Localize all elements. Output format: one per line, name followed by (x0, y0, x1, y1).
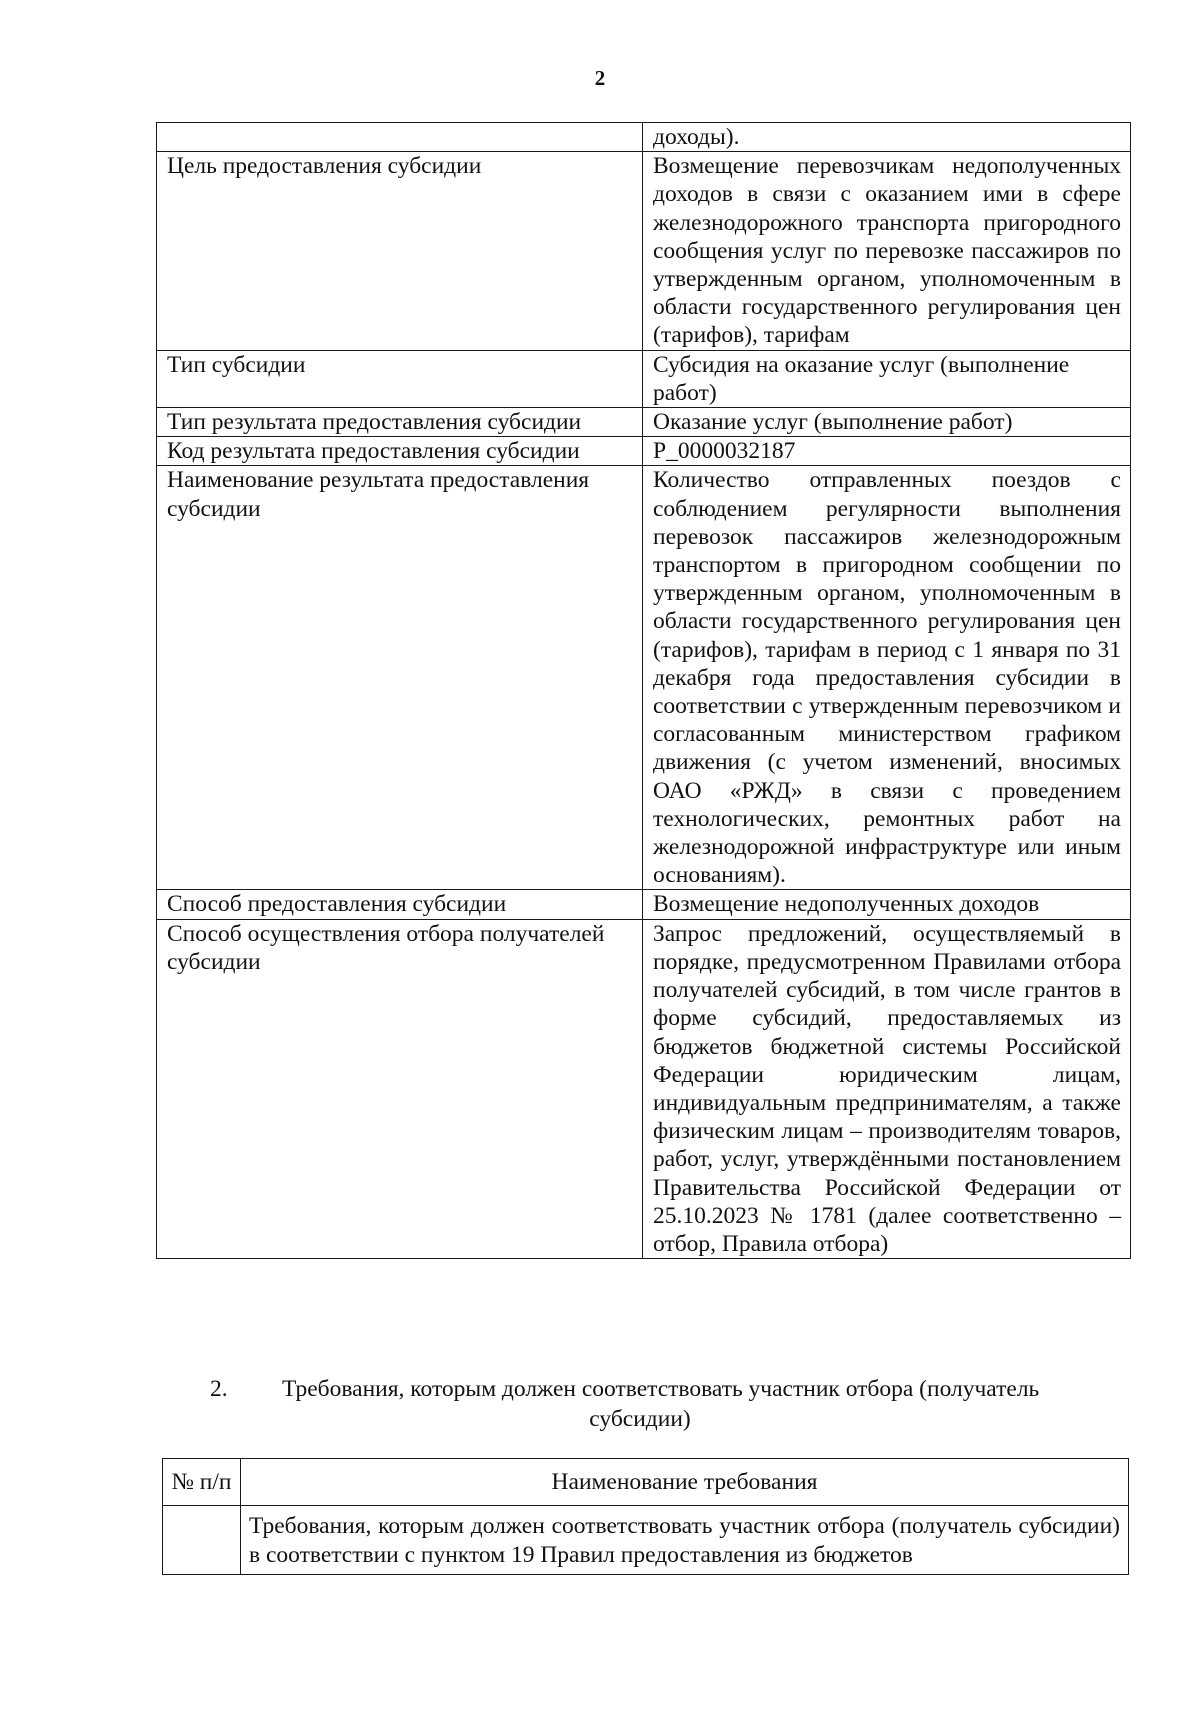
row-value: Запрос предложений, осуществляемый в порядке, предусмотренном Правилами отбора получателей субсидий, в том числе грантов в форме субсидий, предоставляемых из бюджетов бюджетной системы Российской Федерации юридическим лицам, индивидуальным предпринимателям, а также физическим лицам – производителям товаров, работ, услуг, утверждёнными постановлением Правительства Российской Федерации от 25.10.2023 № 1781 (далее соответственно – отбор, Правила отбора) (643, 919, 1131, 1258)
row-value: Субсидия на оказание услуг (выполнение работ) (643, 350, 1131, 407)
section-number: 2. (210, 1376, 228, 1402)
row-label: Тип субсидии (157, 350, 643, 407)
table-row (157, 437, 1131, 466)
row-value: P_0000032187 (643, 437, 1131, 466)
row-value: Возмещение недополученных доходов (643, 890, 1131, 919)
row-number (163, 1506, 241, 1575)
page-number: 2 (594, 66, 606, 90)
row-label: Способ осуществления отбора получателей субсидии (157, 919, 643, 1258)
row-value: Оказание услуг (выполнение работ) (643, 408, 1131, 437)
subsidy-info-table (156, 122, 1131, 1259)
table-row (157, 890, 1131, 919)
row-label: Цель предоставления субсидии (157, 152, 643, 350)
row-value: Количество отправленных поездов с соблюдением регулярности выполнения перевозок пассажиров железнодорожным транспортом в пригородном сообщении по утвержденным органом, уполномоченным в области государственного регулирования цен (тарифов), тарифам в период с 1 января по 31 декабря года предоставления субсидии в соответствии с утвержденным перевозчиком и согласованным министерством графиком движения (с учетом изменений, вносимых ОАО «РЖД» в связи с проведением технологических, ремонтных работ на железнодорожной инфраструктуре или иным основаниям). (643, 466, 1131, 890)
header-requirement: Наименование требования (241, 1459, 1129, 1506)
table-header-row (163, 1459, 1129, 1506)
table-row (157, 350, 1131, 407)
row-requirement-text: Требования, которым должен соответствовать участник отбора (получатель субсидии) в соответствии с пунктом 19 Правил предоставления из бюджетов (241, 1506, 1129, 1575)
table-row (157, 408, 1131, 437)
section-title-line2: субсидии) (589, 1406, 691, 1432)
table-row (157, 919, 1131, 1258)
row-label: Код результата предоставления субсидии (157, 437, 643, 466)
section-title-line1: Требования, которым должен соответствовать участник отбора (получатель (282, 1376, 1040, 1402)
row-label: Наименование результата предоставления субсидии (157, 466, 643, 890)
row-value: доходы). (643, 123, 1131, 152)
row-label (157, 123, 643, 152)
table-row (157, 466, 1131, 890)
header-number: № п/п (163, 1459, 241, 1506)
table-row (157, 152, 1131, 350)
requirements-table (162, 1458, 1129, 1575)
row-label: Способ предоставления субсидии (157, 890, 643, 919)
row-label: Тип результата предоставления субсидии (157, 408, 643, 437)
table-row (163, 1506, 1129, 1575)
table-row (157, 123, 1131, 152)
row-value: Возмещение перевозчикам недополученных доходов в связи с оказанием ими в сфере железнодорожного транспорта пригородного сообщения услуг по перевозке пассажиров по утвержденным органом, уполномоченным в области государственного регулирования цен (тарифов), тарифам (643, 152, 1131, 350)
